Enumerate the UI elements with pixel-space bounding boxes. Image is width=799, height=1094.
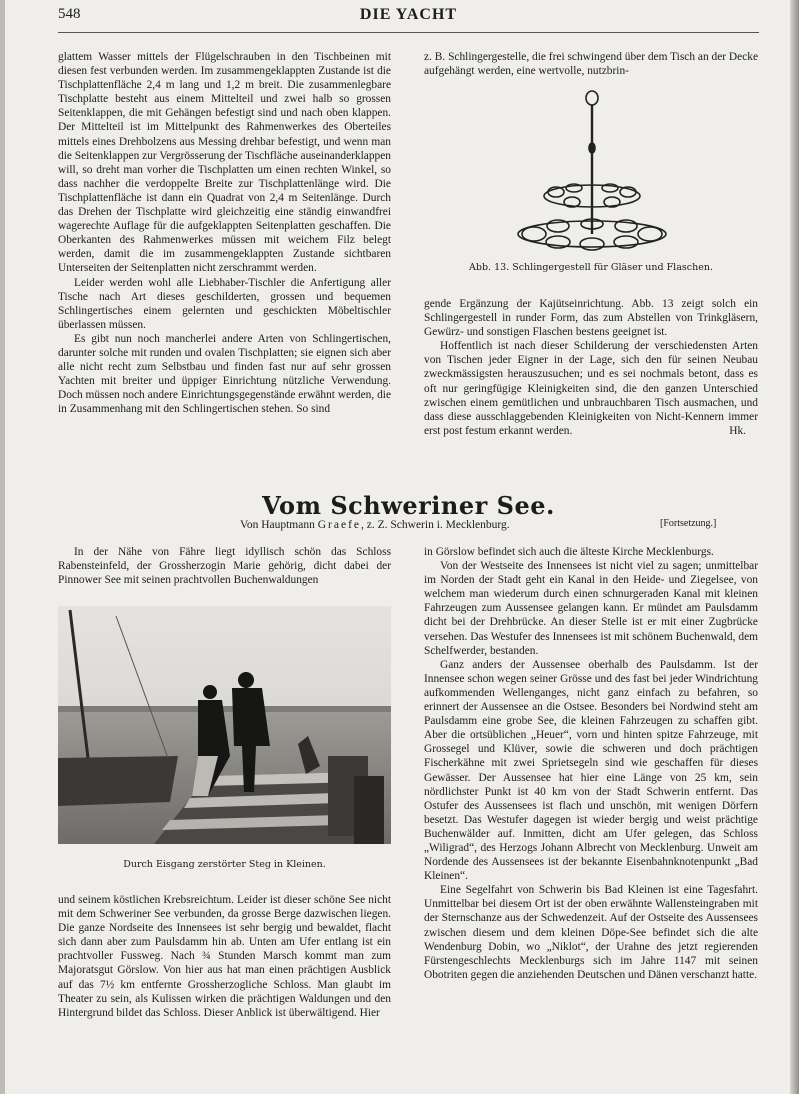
column-left-article-bottom (58, 893, 391, 1020)
paragraph: Leider werden wohl alle Liebhaber-Tischler die Anfertigung aller Tische nach Art dieses geschilderten, grossen und bequemen Schlingertisches einem gelernten und geschickten Möbeltischler überlassen müssen. (58, 276, 391, 331)
header-rule (58, 32, 759, 33)
page-number: 548 (58, 6, 81, 22)
author-name: Graefe (317, 519, 362, 531)
paragraph: Ganz anders der Aussensee oberhalb des Paulsdamm. Ist der Innensee schon wegen seiner Grösse und des fast bei jeder Windrichtung aufkommenden Wellenganges, nicht ganz einfach zu befahren, so erinnert der Aussensee an die Ostsee. Besonders bei Nordwind steht am Paulsdamm eine grobe See, die kleinen Fahrzeugen zu schaffen gibt. Aber die ortsüblichen „Heuer“, vorn und hinten spitze Fahrzeuge, mit Grossegel und Klüver, sowie die schweren und doch prächtigen Fischerkähne mit zwei Sprietsegeln sind wie geschaffen für dieses Gewässer. Der Aussensee hat hier eine Länge von 25 km, sein nördlichster Punkt ist 40 km von der Stadt Schwerin entfernt. Das Ostufer des Aussensees ist flach und unschön, mit wenigen Dörfern besetzt. Das Westufer dagegen ist wieder bergig und weist prächtige Buchenwälder auf. Inmitten, dicht am Ufer gelegen, das Schloss „Wiligrad“, des Herzogs Johann Albrecht von Mecklenburg. Unweit am Nordende des Aussensees ist der bekannte Eisenbahnknotenpunkt „Bad Kleinen“. (424, 658, 758, 883)
byline-prefix: Von Hauptmann (240, 519, 318, 531)
author-signature: Hk. (729, 424, 746, 437)
page-edge-shadow (0, 0, 5, 1094)
column-right-middle (424, 297, 758, 438)
paragraph: glattem Wasser mittels der Flügelschrauben in den Tischbeinen mit diesen fest verbunden werden. Im zusammengeklappten Zustande ist die Tischplattenfläche 2,4 m lang und 1,2 m breit. Die zusammenlegbare Tischplatte besteht aus einem Mittelteil und zwei halb so grossen Seitenklappen, die mit Gehängen befestigt sind und nach oben klappen. Der Mittelteil ist im Mittelpunkt des Rahmenwerkes des Oberteiles mittels eines Drehbolzens aus Messing drehbar befestigt, und wenn man die Seitenklappen zur Vergrösserung der Tischfläche auseinanderklappen will, so dreht man vorher die Tischplatten um einen rechten Winkel, so dass nachher die verdoppelte Breite zur Tischplattenlänge wird. Die Tischplattenfläche ist dann ein Quadrat von 2,4 m Seitenlänge. Durch das Drehen der Tischplatte wird gleichzeitig eine ständig einwandfrei wagerechte Auflage für die aufgeklappten Seitenplatten geschaffen. Die Oberkanten des Rahmenwerkes müssen mit weichem Filz belegt werden, damit die im zusammengeklappten Zustande sichtbaren Unterseiten der Seitenplatten nicht zerschrammt werden. (58, 51, 391, 275)
column-left-article-top (58, 545, 391, 587)
continuation-note: [Fortsetzung.] (660, 518, 717, 529)
paragraph: und seinem köstlichen Krebsreichtum. Leider ist dieser schöne See nicht mit dem Schweriner See verbunden, da grosse Berge dazwischen liegen. Die ganze Nordseite des Innensees ist sehr bergig und bewaldet, flacht sich dann aber zum Paulsdamm hin ab. Unten am Ufer entlang ist ein prachtvoller Fussweg. Nach ¾ Stunden Marsch kommt man zum Majoratsgut Görslow. Von hier aus hat man einen prächtigen Ausblick auf das 7½ km entfernte Grossherzogliche Schloss. Man glaubt im Theater zu sein, als Kulissen wirken die prächtigen Waldungen und den Hintergrund bildet das Schloss. Dieser Anblick ist überwältigend. Hier (58, 894, 391, 1019)
journal-title: DIE YACHT (359, 6, 458, 23)
glass-rack-illustration (512, 84, 672, 256)
paragraph: Es gibt nun noch mancherlei andere Arten von Schlingertischen, darunter solche mit runden und ovalen Tischplatten; sie eignen sich aber alle nicht recht zum Selbstbau und finden fast nur auf sehr grossen Yachten mit breiter und üppiger Einrichtung nützliche Verwendung. Doch müssen noch andere Einrichtungsgegenstände erwähnt werden, die in Zusammenhang mit den Schlingertischen stehen. So sind (58, 332, 391, 416)
article-title: Vom Schweriner See. (262, 491, 555, 520)
paragraph: gende Ergänzung der Kajütseinrichtung. Abb. 13 zeigt solch ein Schlingergestell in runder Form, das zum Abstellen von Trinkgläsern, Gewürz- und sonstigen Flaschen bestens geeignet ist. (424, 298, 758, 339)
photo-broken-jetty (58, 606, 391, 844)
paragraph: Eine Segelfahrt von Schwerin bis Bad Kleinen ist eine Tagesfahrt. Unmittelbar bei diesem Ort ist der oben erwähnte Wallensteingraben mit der Sternschanze aus der Schwedenzeit. Auf der Ostseite des Aussensees zwischen diesem und dem kleinen Döpe-See befindet sich die alte Wendenburg Dobin, wo „Niklot“, der Urahne des jetzt regierenden Fürstengeschlechts Mecklenburgs sich im Jahre 1147 mit seinen Obotriten gegen die anziehenden Deutschen und Dänen verschanzt hatte. (424, 884, 758, 981)
column-right-article (424, 545, 758, 982)
figure-caption: Abb. 13. Schlingergestell für Gläser und Flaschen. (469, 262, 713, 273)
paragraph: z. B. Schlingergestelle, die frei schwingend über dem Tisch an der Decke aufgehängt werden, eine wertvolle, nutzbrin- (424, 51, 758, 78)
paragraph: Hoffentlich ist nach dieser Schilderung der verschiedensten Arten von Tischen jeder Eigner in der Lage, sich den für seinen Neubau zweckmässigsten herauszusuchen; und es sei nochmals betont, dass es oft nur geringfügige Kleinigkeiten sind, die den ganzen Unterschied zwischen einem gemütlichen und unbrauchbaren Tisch ausmachen, und dass diese ausschlaggebenden Kleinigkeiten von Nicht-Kennern immer erst post festum erkannt werden. Hk. (424, 340, 758, 437)
paragraph: In der Nähe von Fähre liegt idyllisch schön das Schloss Rabensteinfeld, der Grossherzogin Marie gehörig, dicht dabei der Pinnower See mit seinen prachtvollen Buchenwaldungen (58, 546, 391, 587)
paragraph: Von der Westseite des Innensees ist nicht viel zu sagen; unmittelbar im Norden der Stadt geht ein Kanal in den Heide- und Ziegelsee, von welchem man wiederum durch einen schnurgeraden Kanal mit kleinen Fahrzeugen zum Aussensee gelangen kann. Er mündet am Paulsdamm dicht bei der Drehbrücke. An dieser Stelle ist er mit einer Zugbrücke versehen. Das Westufer des Innensees ist mit schönem Buchenwald, dem Schelfwerder, bestanden. (424, 560, 758, 657)
byline-suffix: , z. Z. Schwerin i. Mecklenburg. (361, 519, 510, 531)
figure-13 (424, 84, 758, 282)
page-edge-shadow (790, 0, 799, 1094)
article-byline (240, 519, 510, 531)
column-left-top (58, 50, 391, 416)
page-header (58, 6, 759, 30)
photo-caption: Durch Eisgang zerstörter Steg in Kleinen. (123, 859, 326, 870)
column-right-top (424, 50, 758, 78)
paragraph: in Görslow befindet sich auch die älteste Kirche Mecklenburgs. (424, 546, 714, 558)
